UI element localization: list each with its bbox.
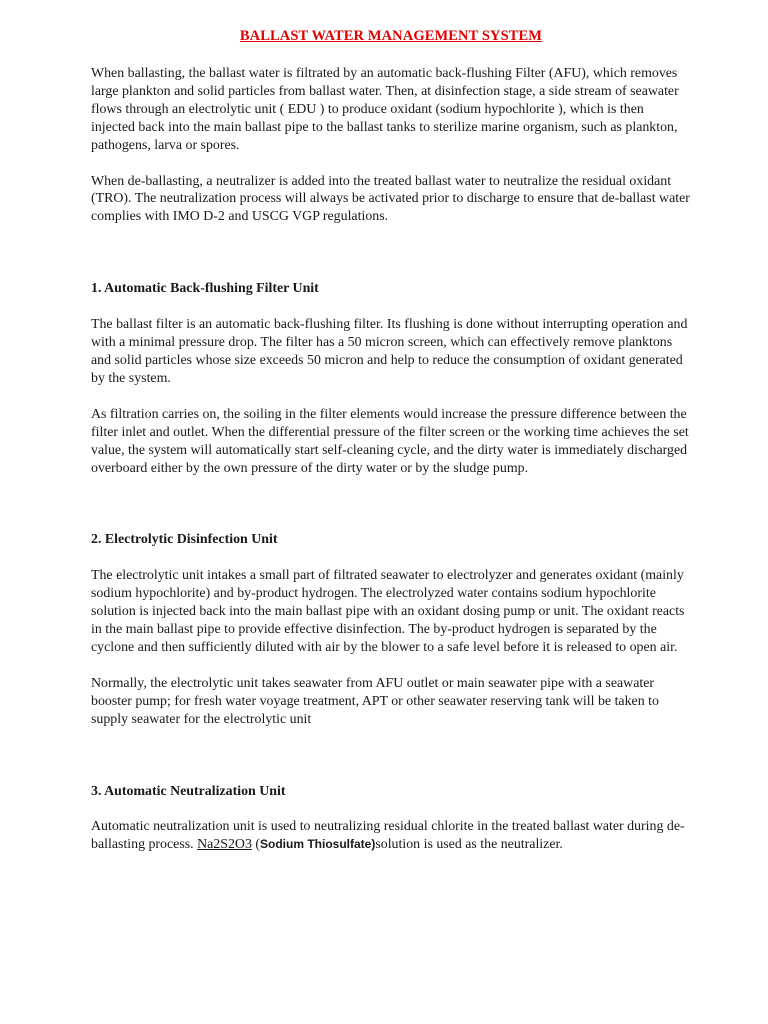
chemical-open-paren: ( <box>251 837 260 853</box>
intro-paragraph-deballasting: When de-ballasting, a neutralizer is added into the treated ballast water to neutralize the residual oxidant (TRO). The neutralization process will always be activated prior to discharge to ensure that de-ballast water complies with IMO D-2 and USCG VGP regulations. <box>91 173 690 225</box>
electrolytic-unit-paragraph: The electrolytic unit intakes a small part of filtrated seawater to electrolyzer and generates oxidant (mainly sodium hypochlorite) and by-product hydrogen. The electrolyzed water contains sodium hypochlorite solution is injected back into the main ballast pipe with an oxidant dosing pump or unit. The oxidant reacts in the main ballast pipe to provide effective disinfection. The by-product hydrogen is separated by the cyclone and then sufficiently diluted with air by the blower to a safe level before it is released to open air. <box>91 568 685 655</box>
filter-unit-paragraph: The ballast filter is an automatic back-flushing filter. Its flushing is done without interrupting operation and with a minimal pressure drop. The filter has a 50 micron screen, which can effectively remove planktons and solid particles whose size exceeds 50 micron and help to reduce the consumption of oxidant generated by the system. <box>91 317 688 386</box>
section-heading-neutralization-unit: 3. Automatic Neutralization Unit <box>91 783 286 799</box>
section-heading-electrolytic-unit: 2. Electrolytic Disinfection Unit <box>91 532 278 548</box>
chemical-formula-link[interactable]: Na2S2O3 <box>197 837 252 853</box>
document-page <box>91 0 691 854</box>
neutralization-text-start: Automatic neutralization unit is used to neutralizing residual chlorite in the treated ballast water during de-ballasting process. <box>91 819 685 853</box>
filter-cleaning-paragraph: As filtration carries on, the soiling in the filter elements would increase the pressure difference between the filter inlet and outlet. When the differential pressure of the filter screen or the working time achieves the set value, the system will automatically start self-cleaning cycle, and the dirty water is immediately discharged overboard either by the own pressure of the dirty water or by the sludge pump. <box>91 406 689 476</box>
chemical-name: Sodium Thiosulfate) <box>260 837 376 852</box>
neutralization-paragraph <box>91 818 691 854</box>
electrolytic-seawater-paragraph: Normally, the electrolytic unit takes seawater from AFU outlet or main seawater pipe with a seawater booster pump; for fresh water voyage treatment, APT or other seawater reserving tank will be taken to supply seawater for the electrolytic unit <box>91 675 659 727</box>
document-title: BALLAST WATER MANAGEMENT SYSTEM <box>239 28 543 44</box>
section-heading-filter-unit: 1. Automatic Back-flushing Filter Unit <box>91 281 319 297</box>
neutralization-text-end: solution is used as the neutralizer. <box>375 837 563 853</box>
intro-paragraph-ballasting: When ballasting, the ballast water is filtrated by an automatic back-flushing Filter (AFU), which removes large plankton and solid particles from ballast water. Then, at disinfection stage, a side stream of seawater flows through an electrolytic unit ( EDU ) to produce oxidant (sodium hypochlorite ), which is then injected back into the main ballast pipe to the ballast tanks to sterilize marine organism, such as plankton, pathogens, larva or spores. <box>91 66 679 153</box>
